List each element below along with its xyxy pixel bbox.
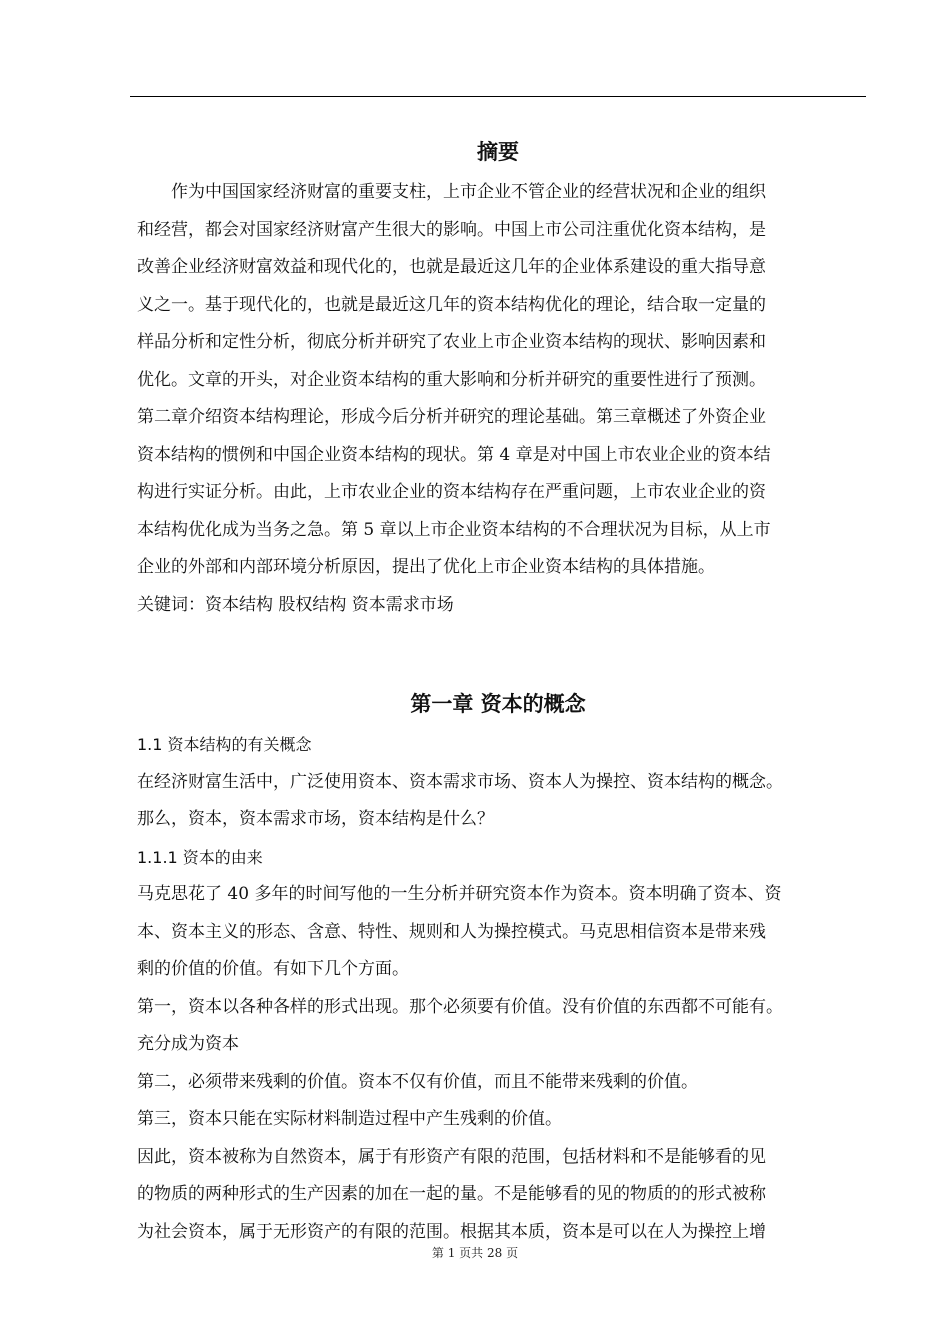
abstract-line: 构进行实证分析。由此，上市农业企业的资本结构存在严重问题，上市农业企业的资 [137, 482, 766, 502]
abstract-line: 优化。文章的开头，对企业资本结构的重大影响和分析并研究的重要性进行了预测。 [137, 369, 766, 390]
abstract-paragraph [137, 174, 859, 587]
abstract-line: 和经营，都会对国家经济财富产生很大的影响。中国上市公司注重优化资本结构，是 [137, 219, 766, 240]
chapter-paragraph-2 [137, 876, 859, 989]
point-2: 第二，必须带来残剩的价值。资本不仅有价值，而且不能带来残剩的价值。 [137, 1071, 698, 1092]
chapter-title: 第一章 资本的概念 [410, 691, 586, 716]
abstract-line: 企业的外部和内部环境分析原因，提出了优化上市企业资本结构的具体措施。 [137, 557, 715, 577]
abstract-line: 样品分析和定性分析，彻底分析并研究了农业上市企业资本结构的现状、影响因素和 [137, 332, 766, 352]
section-heading-1-1: 1.1 资本结构的有关概念 [137, 735, 312, 754]
text-line: 第一，资本以各种各样的形式出现。那个必须要有价值。没有价值的东西都不可能有。 [137, 996, 783, 1017]
abstract-line: 第二章介绍资本结构理论，形成今后分析并研究的理论基础。第三章概述了外资企业 [137, 407, 766, 427]
text-line: 充分成为资本 [137, 1034, 239, 1054]
chapter-paragraph-1 [137, 764, 859, 839]
point-3: 第三，资本只能在实际材料制造过程中产生残剩的价值。 [137, 1109, 562, 1129]
point-1 [137, 989, 859, 1064]
text-line: 的物质的两种形式的生产因素的加在一起的量。不是能够看的见的物质的的形式被称 [137, 1184, 766, 1204]
header-rule [130, 96, 866, 97]
abstract-line: 改善企业经济财富效益和现代化的，也就是最近这几年的企业体系建设的重大指导意 [137, 257, 766, 277]
chapter-paragraph-3 [137, 1139, 859, 1252]
section-heading-1-1-1: 1.1.1 资本的由来 [137, 847, 263, 867]
text-line: 在经济财富生活中，广泛使用资本、资本需求市场、资本人为操控、资本结构的概念。 [137, 771, 783, 792]
abstract-line: 义之一。基于现代化的，也就是最近这几年的资本结构优化的理论，结合取一定量的 [137, 294, 766, 315]
text-line: 本、资本主义的形态、含意、特性、规则和人为操控模式。马克思相信资本是带来残 [137, 921, 766, 942]
abstract-line: 资本结构的惯例和中国企业资本结构的现状。第 4 章是对中国上市农业企业的资本结 [137, 444, 771, 465]
text-line: 马克思花了 40 多年的时间写他的一生分析并研究资本作为资本。资本明确了资本、资 [137, 884, 782, 904]
abstract-line: 作为中国国家经济财富的重要支柱，上市企业不管企业的经营状况和企业的组织 [171, 182, 766, 202]
keywords: 关键词：资本结构 股权结构 资本需求市场 [137, 594, 454, 615]
abstract-line: 本结构优化成为当务之急。第 5 章以上市企业资本结构的不合理状况为目标，从上市 [137, 519, 771, 540]
text-line: 剩的价值的价值。有如下几个方面。 [137, 959, 409, 979]
text-line: 为社会资本，属于无形资产的有限的范围。根据其本质，资本是可以在人为操控上增 [137, 1221, 766, 1242]
text-line: 因此，资本被称为自然资本，属于有形资产有限的范围，包括材料和不是能够看的见 [137, 1146, 766, 1167]
page-footer: 第 1 页共 28 页 [431, 1246, 519, 1260]
text-line: 那么，资本，资本需求市场，资本结构是什么？ [137, 809, 494, 829]
document-body [137, 130, 859, 1251]
abstract-title: 摘要 [477, 139, 519, 164]
